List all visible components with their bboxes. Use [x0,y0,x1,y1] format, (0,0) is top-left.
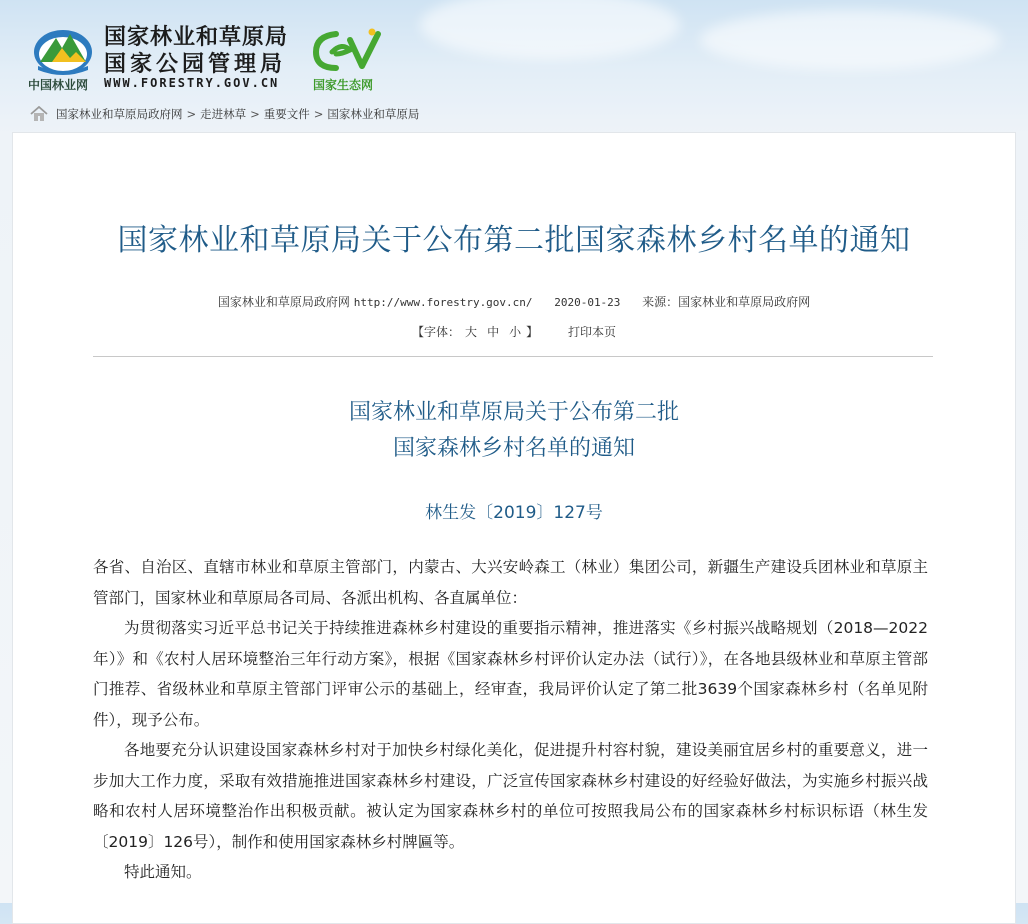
body-paragraph: 各地要充分认识建设国家森林乡村对于加快乡村绿化美化，促进提升村容村貌，建设美丽宜居乡村的重要意义，进一步加大工作力度，采取有效措施推进国家森林乡村建设，广泛宣传国家森林乡村建设的好经验好做法，为实施乡村振兴战略和农村人居环境整治作出积极贡献。被认定为国家森林乡村的单位可按照我局公布的国家森林乡村标识标语（林生发〔2019〕126号），制作和使用国家森林乡村牌匾等。 [93,741,928,851]
article-toolbar [13,323,1015,340]
font-small-button[interactable]: 小 [509,325,522,339]
article-body [93,552,928,888]
body-paragraph-closing: 特此通知。 [124,863,202,881]
body-paragraph-addressee: 各省、自治区、直辖市林业和草原主管部门，内蒙古、大兴安岭森工（林业）集团公司，新疆生产建设兵团林业和草原主管部门，国家林业和草原局各司局、各派出机构、各直属单位： [93,558,928,607]
document-title [13,395,1015,467]
breadcrumb-item-documents[interactable]: 重要文件 [263,107,310,121]
org-name-line1: 国家林业和草原局 [104,24,289,50]
meta-date: 2020-01-23 [554,296,621,309]
eco-network-logo-icon[interactable] [310,24,384,74]
document-number: 林生发〔2019〕127号 [425,503,603,523]
article-container [12,132,1016,924]
breadcrumb-separator: > [250,107,260,121]
org-url[interactable]: WWW.FORESTRY.GOV.CN [104,76,280,90]
eco-caption: 国家生态网 [313,78,374,92]
breadcrumb-item-bureau[interactable]: 国家林业和草原局 [327,107,420,121]
meta-url[interactable]: http://www.forestry.gov.cn/ [353,296,533,309]
print-page-button[interactable]: 打印本页 [567,325,616,339]
font-size-suffix: 】 [526,325,539,339]
font-medium-button[interactable]: 中 [487,325,500,339]
breadcrumb-item-about[interactable]: 走进林草 [200,107,247,121]
meta-site: 国家林业和草原局政府网 [217,295,350,309]
breadcrumb-separator: > [186,107,197,121]
font-large-button[interactable]: 大 [465,325,478,339]
logo-caption: 中国林业网 [28,78,89,92]
article-meta [13,293,1015,310]
page-title: 国家林业和草原局关于公布第二批国家森林乡村名单的通知 [117,223,911,258]
document-title-line2: 国家森林乡村名单的通知 [392,436,635,461]
body-paragraph: 为贯彻落实习近平总书记关于持续推进森林乡村建设的重要指示精神，推进落实《乡村振兴战略规划（2018—2022年）》和《农村人居环境整治三年行动方案》，根据《国家森林乡村评价认定办法（试行）》，在各地县级林业和草原主管部门推荐、省级林业和草原主管部门评审公示的基础上，经审查，我局评价认定了第二批3639个国家森林乡村（名单见附件），现予公布。 [93,619,928,729]
home-icon[interactable] [30,106,48,122]
site-header [0,0,1028,100]
cloud-decoration [700,10,1000,70]
title-divider [93,356,933,357]
breadcrumb-separator: > [313,107,324,121]
org-name-line2: 国家公园管理局 [104,51,287,77]
cloud-decoration [420,0,680,60]
forestry-emblem-icon[interactable] [32,22,94,76]
document-title-line1: 国家林业和草原局关于公布第二批 [348,400,679,425]
breadcrumb-item-home[interactable]: 国家林业和草原局政府网 [56,107,183,121]
meta-source: 来源：国家林业和草原局政府网 [642,295,811,309]
font-size-prefix: 【字体： [412,325,461,339]
breadcrumb [30,104,419,124]
